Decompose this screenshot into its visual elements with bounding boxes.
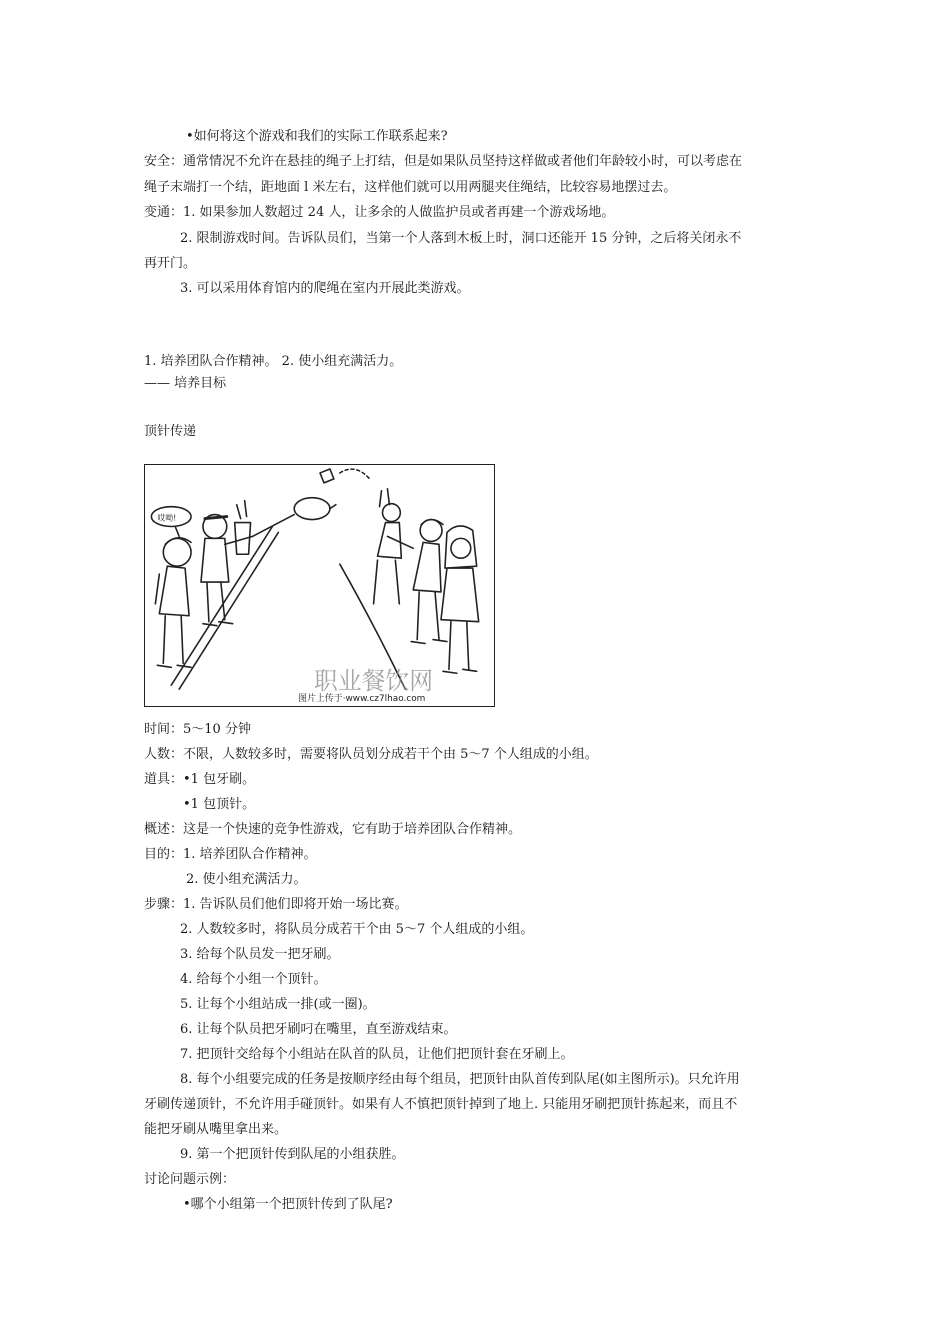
overview-text: 概述：这是一个快速的竞争性游戏，它有助于培养团队合作精神。 [144,822,522,837]
variation-item-3: 3. 可以采用体育馆内的爬绳在室内开展此类游戏。 [180,281,470,296]
variation-item-2: 2. 限制游戏时间。告诉队员们，当第一个人落到木板上时，洞口还能开 15 分钟，之后将关闭永不 [180,231,742,246]
step-3: 3. 给每个队员发一把牙刷。 [180,947,340,962]
step-5: 5. 让每个小组站成一排(或一圈)。 [180,997,376,1012]
discussion-bullet-text: •如何将这个游戏和我们的实际工作联系起来? [186,129,448,144]
section-label: —— 培养目标 [144,376,227,391]
game-illustration [144,464,495,707]
step-9: 9. 第一个把顶针传到队尾的小组获胜。 [180,1147,405,1162]
step-8: 8. 每个小组要完成的任务是按顺序经由每个组员，把顶针由队首传到队尾(如主图所示)。只允许用 [180,1072,740,1087]
watermark-logo: 职业餐饮网 [314,667,434,696]
discussion-heading: 讨论问题示例： [144,1172,236,1187]
purpose-item-2: 2. 使小组充满活力。 [186,872,307,887]
participants-text: 人数：不限，人数较多时，需要将队员划分成若干个由 5～7 个人组成的小组。 [144,747,598,762]
purpose-item-1: 目的：1. 培养团队合作精神。 [144,847,317,862]
step-2: 2. 人数较多时，将队员分成若干个由 5～7 个人组成的小组。 [180,922,534,937]
game-title: 顶针传递 [144,424,197,439]
variation-item-1: 变通：1. 如果参加人数超过 24 人，让多余的人做监护员或者再建一个游戏场地。 [144,205,615,220]
step-1: 步骤：1. 告诉队员们他们即将开始一场比赛。 [144,897,408,912]
speech-bubble-text: 哎呦! [157,513,177,523]
step-8-continued-2: 能把牙刷从嘴里拿出来。 [144,1122,288,1137]
safety-text: 安全：通常情况不允许在悬挂的绳子上打结，但是如果队员坚持这样做或者他们年龄较小时，可以考虑在 [144,154,743,169]
goal-summary: 1. 培养团队合作精神。 2. 使小组充满活力。 [144,354,403,369]
step-6: 6. 让每个队员把牙刷叼在嘴里，直至游戏结束。 [180,1022,457,1037]
props-item-1: 道具：•1 包牙刷。 [144,772,256,787]
step-7: 7. 把顶针交给每个小组站在队首的队员，让他们把顶针套在牙刷上。 [180,1047,574,1062]
cartoon-drawing [145,465,494,706]
variation-item-2-continued: 再开门。 [144,256,197,271]
discussion-question-1: •哪个小组第一个把顶针传到了队尾? [183,1197,393,1212]
safety-text-continued: 绳子末端打一个结，距地面 l 米左右，这样他们就可以用两腿夹住绳结，比较容易地摆过去。 [144,180,677,195]
watermark-credit: 图片上传于·www.cz7lhao.com [298,694,426,705]
props-item-2: •1 包顶针。 [183,797,256,812]
time-text: 时间：5～10 分钟 [144,722,251,737]
step-8-continued: 牙刷传递顶针，不允许用手碰顶针。如果有人不慎把顶针掉到了地上. 只能用牙刷把顶针拣起来，而且不 [144,1097,738,1112]
step-4: 4. 给每个小组一个顶针。 [180,972,327,987]
